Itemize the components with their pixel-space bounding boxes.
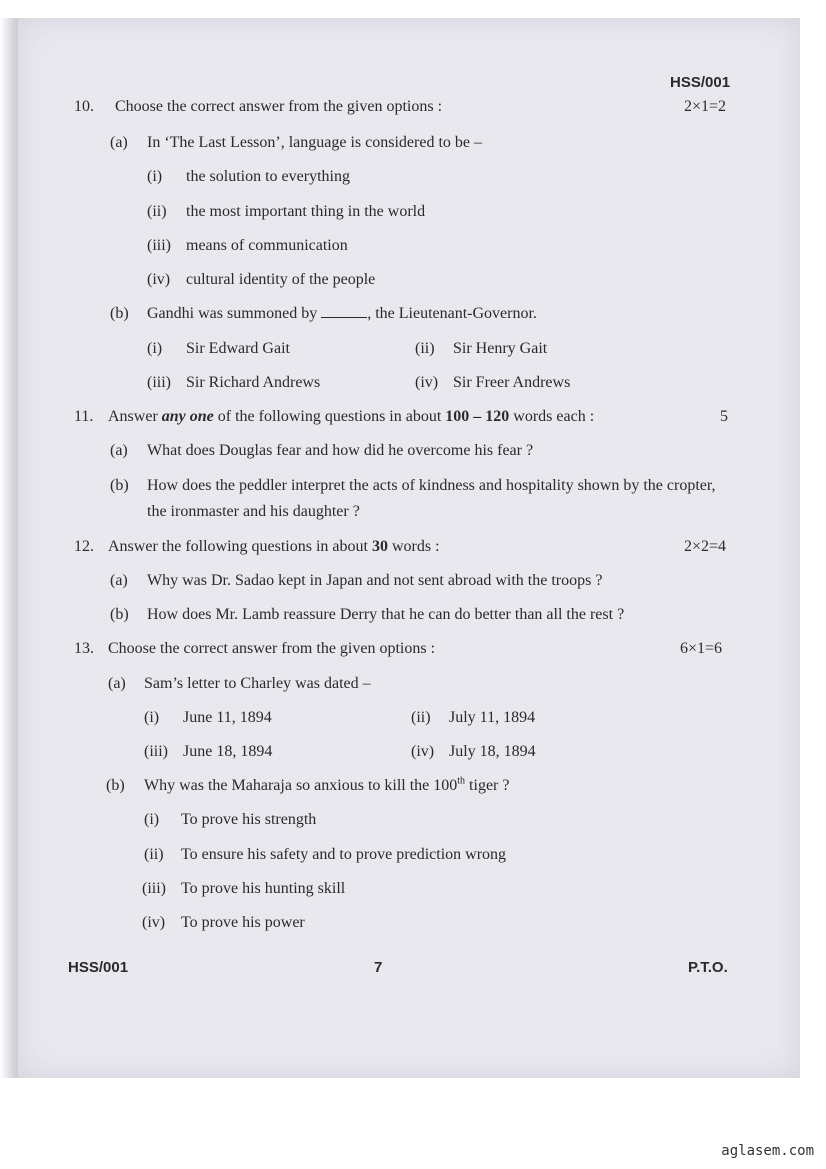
- q10a-text: In ‘The Last Lesson’, language is considered to be –: [147, 134, 483, 151]
- q11a-label: (a): [110, 442, 128, 459]
- q10a-opt1-text: the solution to everything: [186, 168, 350, 185]
- q10b-opt2-text: Sir Henry Gait: [453, 340, 548, 357]
- q13b-opt1-label: (i): [144, 811, 160, 828]
- q10a-opt2-label: (ii): [147, 203, 167, 220]
- q12-marks: 2×2=4: [684, 538, 727, 555]
- q10a-label: (a): [110, 134, 128, 151]
- q13b-text: Why was the Maharaja so anxious to kill the 100th tiger ?: [144, 775, 510, 794]
- q10b-opt1-label: (i): [147, 340, 163, 357]
- scan-edge: [0, 18, 20, 1078]
- q13a-opt4-label: (iv): [411, 743, 435, 760]
- q11-number: 11.: [74, 408, 94, 425]
- q13a-label: (a): [108, 675, 126, 692]
- q13a-opt2-label: (ii): [411, 709, 431, 726]
- q10b-opt4-label: (iv): [415, 374, 439, 391]
- q12a-text: Why was Dr. Sadao kept in Japan and not sent abroad with the troops ?: [147, 572, 603, 589]
- q10b-opt4-text: Sir Freer Andrews: [453, 374, 571, 391]
- q13a-opt2-text: July 11, 1894: [449, 709, 536, 726]
- q11b-text-line1: How does the peddler interpret the acts of kindness and hospitality shown by the cropter,: [147, 477, 716, 494]
- q10-text: Choose the correct answer from the given options :: [115, 98, 443, 115]
- q10a-opt1-label: (i): [147, 168, 163, 185]
- q13b-label: (b): [106, 777, 125, 794]
- q11b-label: (b): [110, 477, 129, 494]
- q11-text: Answer any one of the following questions in about 100 – 120 words each :: [108, 408, 595, 425]
- q13-marks: 6×1=6: [680, 640, 723, 657]
- q13b-opt2-label: (ii): [144, 846, 164, 863]
- page-code-header: HSS/001: [670, 74, 731, 91]
- q13a-opt3-text: June 18, 1894: [183, 743, 273, 760]
- q11a-text: What does Douglas fear and how did he overcome his fear ?: [147, 442, 534, 459]
- q13b-opt4-text: To prove his power: [181, 914, 305, 931]
- page-code-footer: HSS/001: [68, 959, 129, 976]
- q10-marks: 2×1=2: [684, 98, 727, 115]
- q13-number: 13.: [74, 640, 94, 657]
- q13b-opt2-text: To ensure his safety and to prove prediction wrong: [181, 846, 507, 863]
- q10b-opt2-label: (ii): [415, 340, 435, 357]
- q10a-opt2-text: the most important thing in the world: [186, 203, 426, 220]
- q13a-opt1-label: (i): [144, 709, 160, 726]
- q10b-opt1-text: Sir Edward Gait: [186, 340, 290, 357]
- q13a-opt4-text: July 18, 1894: [449, 743, 536, 760]
- q12-text: Answer the following questions in about 30 words :: [108, 538, 440, 555]
- q10b-text: Gandhi was summoned by , the Lieutenant-Governor.: [147, 305, 537, 322]
- q13b-opt3-label: (iii): [142, 880, 166, 897]
- q10a-opt4-label: (iv): [147, 271, 171, 288]
- pto-label: P.T.O.: [688, 959, 728, 976]
- q13b-opt4-label: (iv): [142, 914, 166, 931]
- answer-blank: [321, 305, 367, 318]
- q11b-text-line2: the ironmaster and his daughter ?: [147, 503, 360, 520]
- bottom-watermark: aglasem.com: [721, 1143, 814, 1159]
- q10a-opt3-text: means of communication: [186, 237, 348, 254]
- q12b-label: (b): [110, 606, 129, 623]
- q12a-label: (a): [110, 572, 128, 589]
- page-number: 7: [374, 959, 383, 976]
- q11-marks: 5: [720, 408, 728, 425]
- q10b-label: (b): [110, 305, 129, 322]
- q12b-text: How does Mr. Lamb reassure Derry that he can do better than all the rest ?: [147, 606, 625, 623]
- q10-number: 10.: [74, 98, 94, 115]
- q13b-opt1-text: To prove his strength: [181, 811, 317, 828]
- q13b-opt3-text: To prove his hunting skill: [181, 880, 346, 897]
- q10b-opt3-text: Sir Richard Andrews: [186, 374, 321, 391]
- q13-text: Choose the correct answer from the given options :: [108, 640, 436, 657]
- q13a-opt1-text: June 11, 1894: [183, 709, 272, 726]
- q13a-text: Sam’s letter to Charley was dated –: [144, 675, 371, 692]
- q12-number: 12.: [74, 538, 94, 555]
- q10b-opt3-label: (iii): [147, 374, 171, 391]
- q13a-opt3-label: (iii): [144, 743, 168, 760]
- q10a-opt3-label: (iii): [147, 237, 171, 254]
- q10a-opt4-text: cultural identity of the people: [186, 271, 376, 288]
